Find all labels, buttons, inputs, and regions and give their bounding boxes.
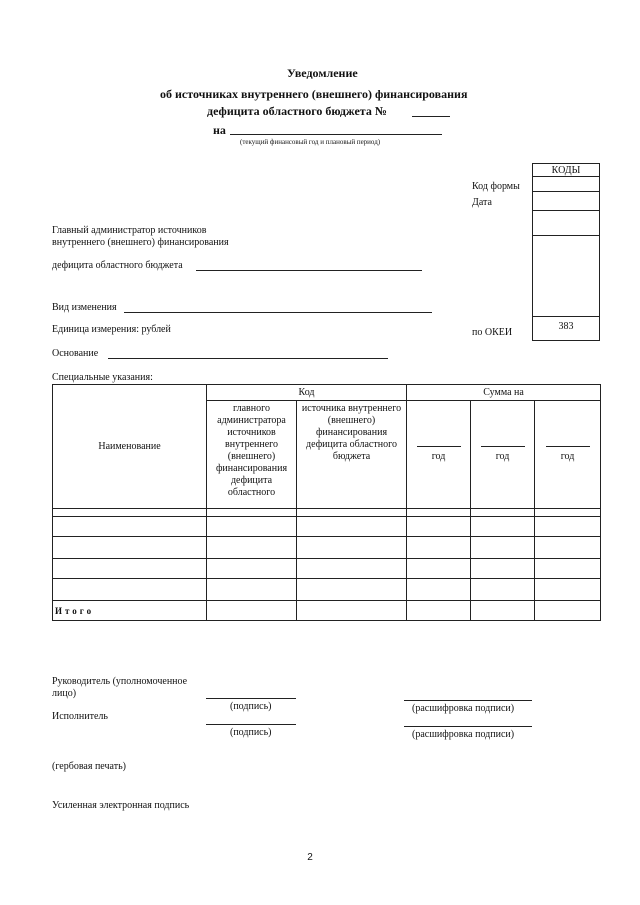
table-row bbox=[53, 509, 601, 517]
codes-header: КОДЫ bbox=[551, 165, 581, 176]
total-row bbox=[53, 601, 601, 621]
basis-label: Основание bbox=[52, 348, 99, 359]
table-row bbox=[53, 579, 601, 601]
head-signature-caption: (подпись) bbox=[230, 701, 272, 712]
col-header-year: год bbox=[535, 401, 601, 509]
admin-label-line3: дефицита областного бюджета bbox=[52, 260, 183, 271]
col-header-admin-code: главного администратора источников внутреннего (внешнего) финансирования дефицита областного bbox=[207, 401, 297, 509]
period-blank-line bbox=[230, 134, 442, 135]
col-header-name: Наименование bbox=[53, 385, 207, 509]
codes-divider bbox=[532, 210, 600, 211]
change-type-label: Вид изменения bbox=[52, 302, 117, 313]
executor-signature-caption: (подпись) bbox=[230, 727, 272, 738]
document-title: Уведомление bbox=[287, 66, 358, 80]
esign-label: Усиленная электронная подпись bbox=[52, 800, 190, 811]
period-caption: (текущий финансовый год и плановый период) bbox=[240, 138, 381, 146]
okei-label: по ОКЕИ bbox=[472, 327, 513, 338]
admin-label-line2: внутреннего (внешнего) финансирования bbox=[52, 237, 229, 248]
sources-table bbox=[52, 384, 601, 621]
codes-divider bbox=[532, 191, 600, 192]
codes-divider bbox=[532, 235, 600, 236]
unit-label: Единица измерения: рублей bbox=[52, 324, 171, 335]
date-label: Дата bbox=[472, 197, 492, 208]
year-blank-line bbox=[417, 446, 461, 447]
admin-input-line[interactable] bbox=[196, 270, 422, 271]
executor-decoding-caption: (расшифровка подписи) bbox=[412, 729, 515, 740]
codes-box bbox=[532, 163, 600, 341]
col-header-code: Код bbox=[207, 385, 407, 401]
title-line-3: дефицита областного бюджета № bbox=[207, 104, 387, 118]
col-header-year: год bbox=[471, 401, 535, 509]
col-header-sum: Сумма на bbox=[407, 385, 601, 401]
table-row bbox=[53, 537, 601, 559]
head-decoding-caption: (расшифровка подписи) bbox=[412, 703, 515, 714]
basis-input-line[interactable] bbox=[108, 358, 388, 359]
head-signature-line[interactable] bbox=[206, 698, 296, 699]
year-blank-line bbox=[481, 446, 525, 447]
title-line-2: об источниках внутреннего (внешнего) финансирования bbox=[160, 87, 468, 101]
table-row bbox=[53, 517, 601, 537]
head-decoding-line[interactable] bbox=[404, 700, 532, 701]
admin-label-line1: Главный администратор источников bbox=[52, 225, 207, 236]
title-line-4: на bbox=[213, 123, 226, 137]
page-number: 2 bbox=[307, 852, 313, 863]
special-instructions-label: Специальные указания: bbox=[52, 372, 153, 383]
codes-divider bbox=[532, 316, 600, 317]
number-blank-line bbox=[412, 116, 450, 117]
okei-value: 383 bbox=[558, 321, 574, 332]
executor-decoding-line[interactable] bbox=[404, 726, 532, 727]
seal-label: (гербовая печать) bbox=[52, 761, 126, 772]
form-code-label: Код формы bbox=[472, 181, 520, 192]
head-label-line1: Руководитель (уполномоченное bbox=[52, 676, 188, 687]
year-blank-line bbox=[546, 446, 590, 447]
table-row bbox=[53, 559, 601, 579]
executor-signature-line[interactable] bbox=[206, 724, 296, 725]
change-type-input-line[interactable] bbox=[124, 312, 432, 313]
col-header-source-code: источника внутреннего (внешнего) финансирования дефицита областного бюджета bbox=[297, 401, 407, 509]
total-label: Итого bbox=[53, 601, 207, 621]
head-label-line2: лицо) bbox=[52, 688, 77, 699]
col-header-year: год bbox=[407, 401, 471, 509]
codes-divider bbox=[532, 176, 600, 177]
executor-label: Исполнитель bbox=[52, 711, 108, 722]
